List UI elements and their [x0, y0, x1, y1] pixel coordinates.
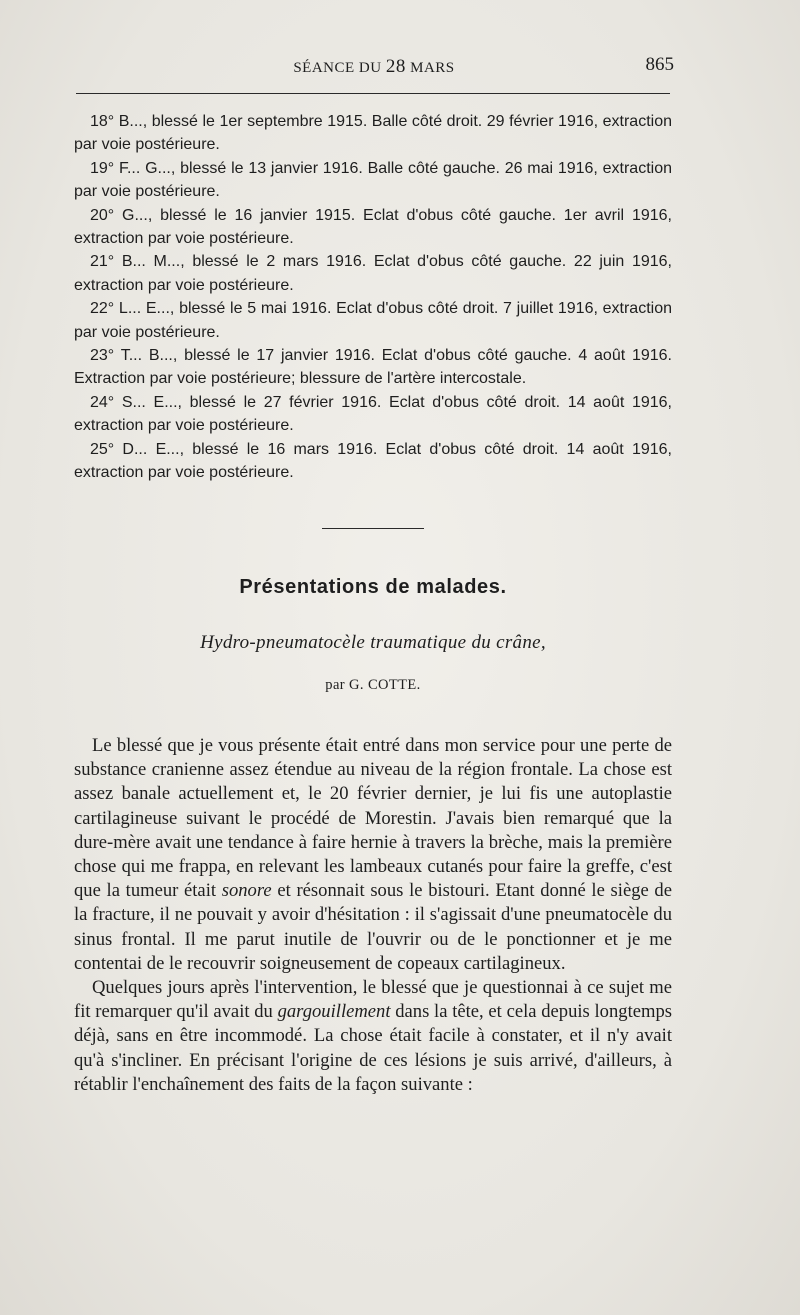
running-head-month: MARS — [410, 60, 455, 76]
case-entry: 24° S... E..., blessé le 27 février 1916. Eclat d'obus côté droit. 14 août 1916, extraction par voie postérieure. — [74, 393, 672, 435]
case-entry: 18° B..., blessé le 1er septembre 1915. Balle côté droit. 29 février 1916, extraction par voie postérieure. — [74, 113, 672, 154]
case-entry: 25° D... E..., blessé le 16 mars 1916. Eclat d'obus côté droit. 14 août 1916, extraction par voie postérieure. — [74, 440, 672, 482]
section-title: Présentations de malades. — [239, 576, 507, 598]
article-author: par G. COTTE. — [325, 677, 421, 693]
case-list — [74, 110, 672, 485]
article-body — [74, 734, 672, 1097]
text-run: dans la tête, et cela depuis longtemps déjà, sans en être incommodé. La chose était facile à constater, et il n'y avait qu'à s'incliner. En précisant l'origine de ces lésions je suis arrivé, d'ailleurs, à rétablir l'enchaînement des faits de la façon suivante : — [74, 1001, 672, 1095]
case-entry: 19° F... G..., blessé le 13 janvier 1916. Balle côté gauche. 26 mai 1916, extraction par voie postérieure. — [74, 159, 672, 201]
header-rule — [76, 93, 670, 94]
case-entry: 20° G..., blessé le 16 janvier 1915. Eclat d'obus côté gauche. 1er avril 1916, extraction par voie postérieure. — [74, 206, 672, 248]
emphasis: gargouillement — [277, 1001, 391, 1023]
text-run: Le blessé que je vous présente était entré dans mon service pour une perte de substance cranienne assez étendue au niveau de la région frontale. La chose est assez banale actuellement et, le 20 février dernier, je lui fis une autoplastie cartilagineuse suivant le procédé de Morestin. J'avais bien remarqué que la dure-mère avait une tendance à faire hernie à travers la brèche, mais la première chose qui me frappa, en relevant les lambeaux cutanés pour faire la greffe, c'est que la tumeur était — [74, 735, 672, 902]
running-head-day: 28 — [385, 56, 406, 77]
case-entry: 23° T... B..., blessé le 17 janvier 1916. Eclat d'obus côté gauche. 4 août 1916. Extraction par voie postérieure; blessure de l'artère intercostale. — [74, 347, 672, 388]
case-entry: 21° B... M..., blessé le 2 mars 1916. Eclat d'obus côté gauche. 22 juin 1916, extraction par voie postérieure. — [74, 253, 672, 294]
article-title: Hydro-pneumatocèle traumatique du crâne, — [200, 632, 546, 653]
body-paragraph-1 — [74, 734, 672, 976]
running-head — [74, 54, 674, 78]
text-run: et résonnait sous le bistouri. Etant donné le siège de la fracture, il ne pouvait y avoir d'hésitation : il s'agissait d'une pneumatocèle du sinus frontal. Il me parut inutile de l'ouvrir ou de le ponctionner et je me contentai de le recouvrir soigneusement de copeaux cartilagineux. — [74, 880, 672, 974]
page-number: 865 — [645, 54, 674, 75]
running-head-prefix: SÉANCE DU — [293, 60, 382, 76]
emphasis: sonore — [221, 880, 272, 902]
section-separator — [322, 528, 424, 529]
running-head-title — [74, 56, 674, 78]
text-run: Quelques jours après l'intervention, le blessé que je questionnai à ce sujet me fit remarquer qu'il avait du — [74, 977, 672, 1023]
body-paragraph-2 — [74, 976, 672, 1097]
case-entry: 22° L... E..., blessé le 5 mai 1916. Eclat d'obus côté droit. 7 juillet 1916, extraction par voie postérieure. — [74, 300, 672, 341]
